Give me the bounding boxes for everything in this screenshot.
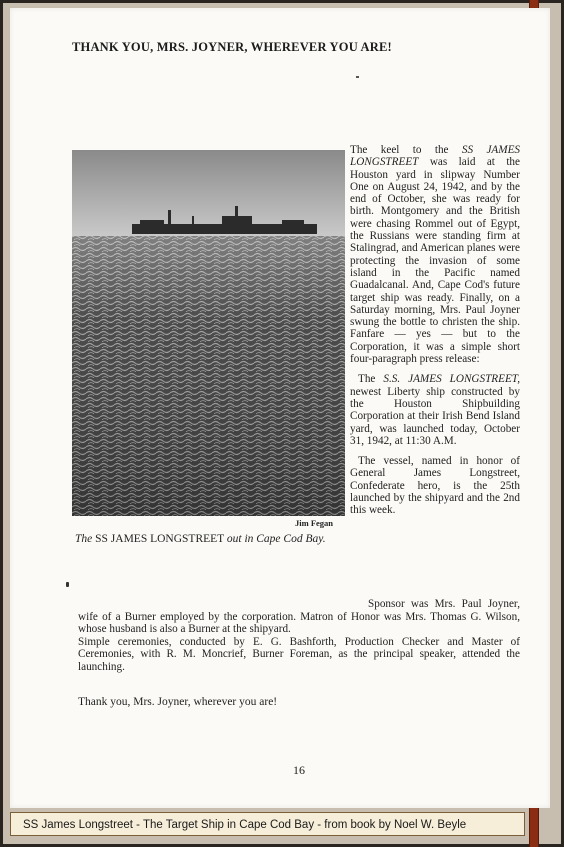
bottom-paragraph-2: Simple ceremonies, conducted by E. G. Bashforth, Production Checker and Master of Ceremonies, with R. M. Moncrief, Burner Foreman, as the principal speaker, attended the launching. [78,635,520,673]
column-paragraph-2 [350,373,520,447]
right-column [350,144,520,525]
text: The [358,373,384,386]
ship-photo [72,150,345,516]
caption-ship-name: SS JAMES LONGSTREET [95,533,224,545]
column-paragraph-3: The vessel, named in honor of General James Longstreet, Confederate hero, is the 25th launched by the shipyard and the 2nd this week. [350,455,520,517]
text: newest Liberty ship constructed by the Houston Shipbuilding Corporation at their Irish Bend Island yard, was launched today, October 31, 1942, at 11:30 A.M. [350,385,520,447]
caption-bar: SS James Longstreet - The Target Ship in Cape Cod Bay - from book by Noel W. Beyle [10,812,525,836]
caption-prefix: The [75,533,93,545]
ship-name: SS JAMES LONGSTREET [350,144,520,169]
bottom-text [78,598,520,674]
corner-tab-bottom [529,808,539,847]
scanned-page [10,8,550,808]
margin-mark [66,582,69,587]
closing-line: Thank you, Mrs. Joyner, wherever you are! [78,696,278,708]
bottom-paragraph-1: Sponsor was Mrs. Paul Joyner, wife of a Burner employed by the corporation. Matron of Honor was Mrs. Thomas G. Wilson, whose husband is also a Burner at the shipyard. [78,598,520,636]
photo-credit: Jim Fegan [295,518,334,528]
ship-name: S.S. JAMES LONGSTREET, [383,373,520,386]
photo-caption [75,533,353,546]
page-title: THANK YOU, MRS. JOYNER, WHEREVER YOU ARE! [72,40,392,54]
text: was laid at the Houston yard in slipway Number One on August 24, 1942, and by the end of October, she was ready for birth. Montgomery and the British were chasing Rommel out of Egypt, the Russians were standing firm at Stalingrad, and American planes were protecting the invasion of some island in the Pacific named Guadalcanal. And, Cape Cod's future target ship was ready. Finally, on a Saturday morning, Mrs. Paul Joyner swung the bottle to christen the ship. Fanfare — yes — but to the Corporation, it was a simple short four-paragraph press release: [350,156,520,366]
text: The keel to the [350,144,462,156]
column-paragraph-1 [350,144,520,365]
caption-suffix: out in Cape Cod Bay. [226,533,326,545]
page-number: 16 [293,763,305,777]
speck [356,76,359,78]
